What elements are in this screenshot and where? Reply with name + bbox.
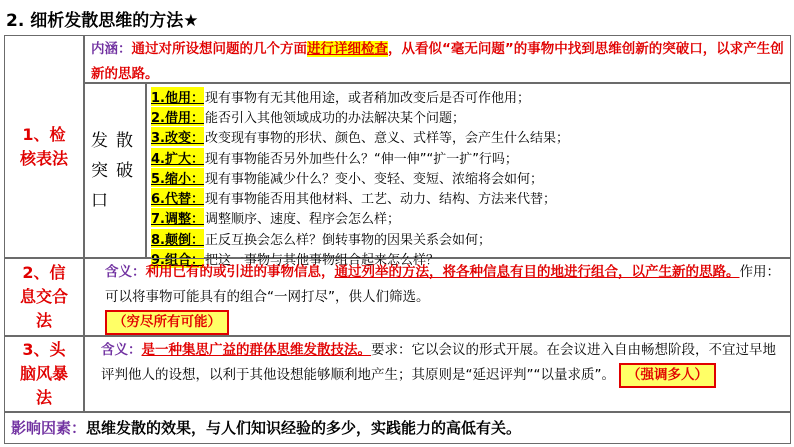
section1-definition <box>84 35 791 83</box>
checklist-item-label: 1.他用： <box>151 87 204 106</box>
checklist-item <box>151 147 786 167</box>
checklist-item-label: 7.调整： <box>151 208 204 227</box>
section3-label: 含义： <box>101 342 142 358</box>
definition-highlight: 进行详细检查 <box>307 41 388 57</box>
section1-heading-text: 1、检核表法 <box>19 124 68 168</box>
checklist-item-label: 8.颠倒： <box>151 229 204 248</box>
section2-text-a: 利用已有的或引进的事物信息， <box>145 264 335 280</box>
influencing-factors <box>4 412 791 444</box>
checklist-item <box>151 106 786 126</box>
breakthrough-label-cell <box>84 83 146 258</box>
checklist-item <box>151 86 786 106</box>
definition-text-b: ，从看似“毫无问题”的事物中找到思维创新的突破口，以求产生创新的思路。 <box>91 41 784 82</box>
checklist-item <box>151 167 786 187</box>
checklist-item <box>151 208 786 228</box>
checklist-item-text: 现有事物能否另外加些什么？“伸一伸”“扩一扩”行吗； <box>204 151 518 167</box>
definition-text-a: 通过对所设想问题的几个方面 <box>131 41 307 57</box>
checklist <box>146 83 791 269</box>
breakthrough-label: 发散突破口 <box>91 130 141 211</box>
factors-label: 影响因素： <box>11 419 87 437</box>
section2-text-underlined: 通过列举的方法，将各种信息有目的地进行组合，以产生新的思路。 <box>334 264 740 280</box>
section3-text-plain: 要求：它以会议的形式开展。在会议进入自由畅想阶段，不宜过早地评判他人的设想，以利于其他设想能够顺利地产生；其原则是“延迟评判”“以量求质”。 <box>101 342 776 383</box>
section3-heading <box>4 336 84 412</box>
factors-text: 思维发散的效果，与人们知识经验的多少，实践能力的高低有关。 <box>86 419 522 437</box>
checklist-item-text: 改变现有事物的形状、颜色、意义、式样等，会产生什么结果； <box>204 131 569 147</box>
definition-label: 内涵： <box>91 41 132 57</box>
section3-heading-text: 3、头脑风暴法 <box>19 340 68 407</box>
page-title: 2. 细析发散思维的方法★ <box>6 11 199 31</box>
checklist-item-label: 2.借用： <box>151 107 204 126</box>
checklist-item <box>151 228 786 248</box>
checklist-item-text: 现有事物能否用其他材料、工艺、动力、结构、方法来代替； <box>204 192 556 208</box>
checklist-item-text: 现有事物有无其他用途，或者稍加改变后是否可作他用； <box>204 90 530 106</box>
checklist-item-label: 9.组合： <box>151 249 204 268</box>
checklist-item <box>151 187 786 207</box>
section2-heading-text: 2、信息交合法 <box>19 263 68 330</box>
checklist-item-text: 把这一事物与其他事物组合起来怎么样？ <box>204 253 439 269</box>
checklist-item-text: 能否引入其他领域成功的办法解决某个问题； <box>204 110 465 126</box>
checklist-item-text: 调整顺序、速度、程序会怎么样； <box>204 212 400 228</box>
checklist-item-label: 5.缩小： <box>151 168 204 187</box>
section1-heading <box>4 35 84 258</box>
section3-emphasis-tag: （强调多人） <box>619 363 716 388</box>
section2-text-plain: 作用：可以将事物可能具有的组合“一网打尽”，供人们筛选。 <box>105 264 780 305</box>
checklist-item <box>151 127 786 147</box>
section3-text-underlined: 是一种集思广益的群体思维发散技法。 <box>141 342 371 358</box>
section2-emphasis-tag: （穷尽所有可能） <box>105 310 229 335</box>
checklist-item-text: 正反互换会怎么样？倒转事物的因果关系会如何； <box>204 232 491 248</box>
section2-definition <box>84 258 791 336</box>
section3-definition <box>84 336 791 412</box>
checklist-item-text: 现有事物能减少什么？变小、变轻、变短、浓缩将会如何； <box>204 171 543 187</box>
section2-label: 含义： <box>105 264 146 280</box>
checklist-item-label: 4.扩大： <box>151 148 204 167</box>
checklist-item-label: 3.改变： <box>151 127 204 146</box>
section2-heading <box>4 258 84 336</box>
checklist-item-label: 6.代替： <box>151 188 204 207</box>
